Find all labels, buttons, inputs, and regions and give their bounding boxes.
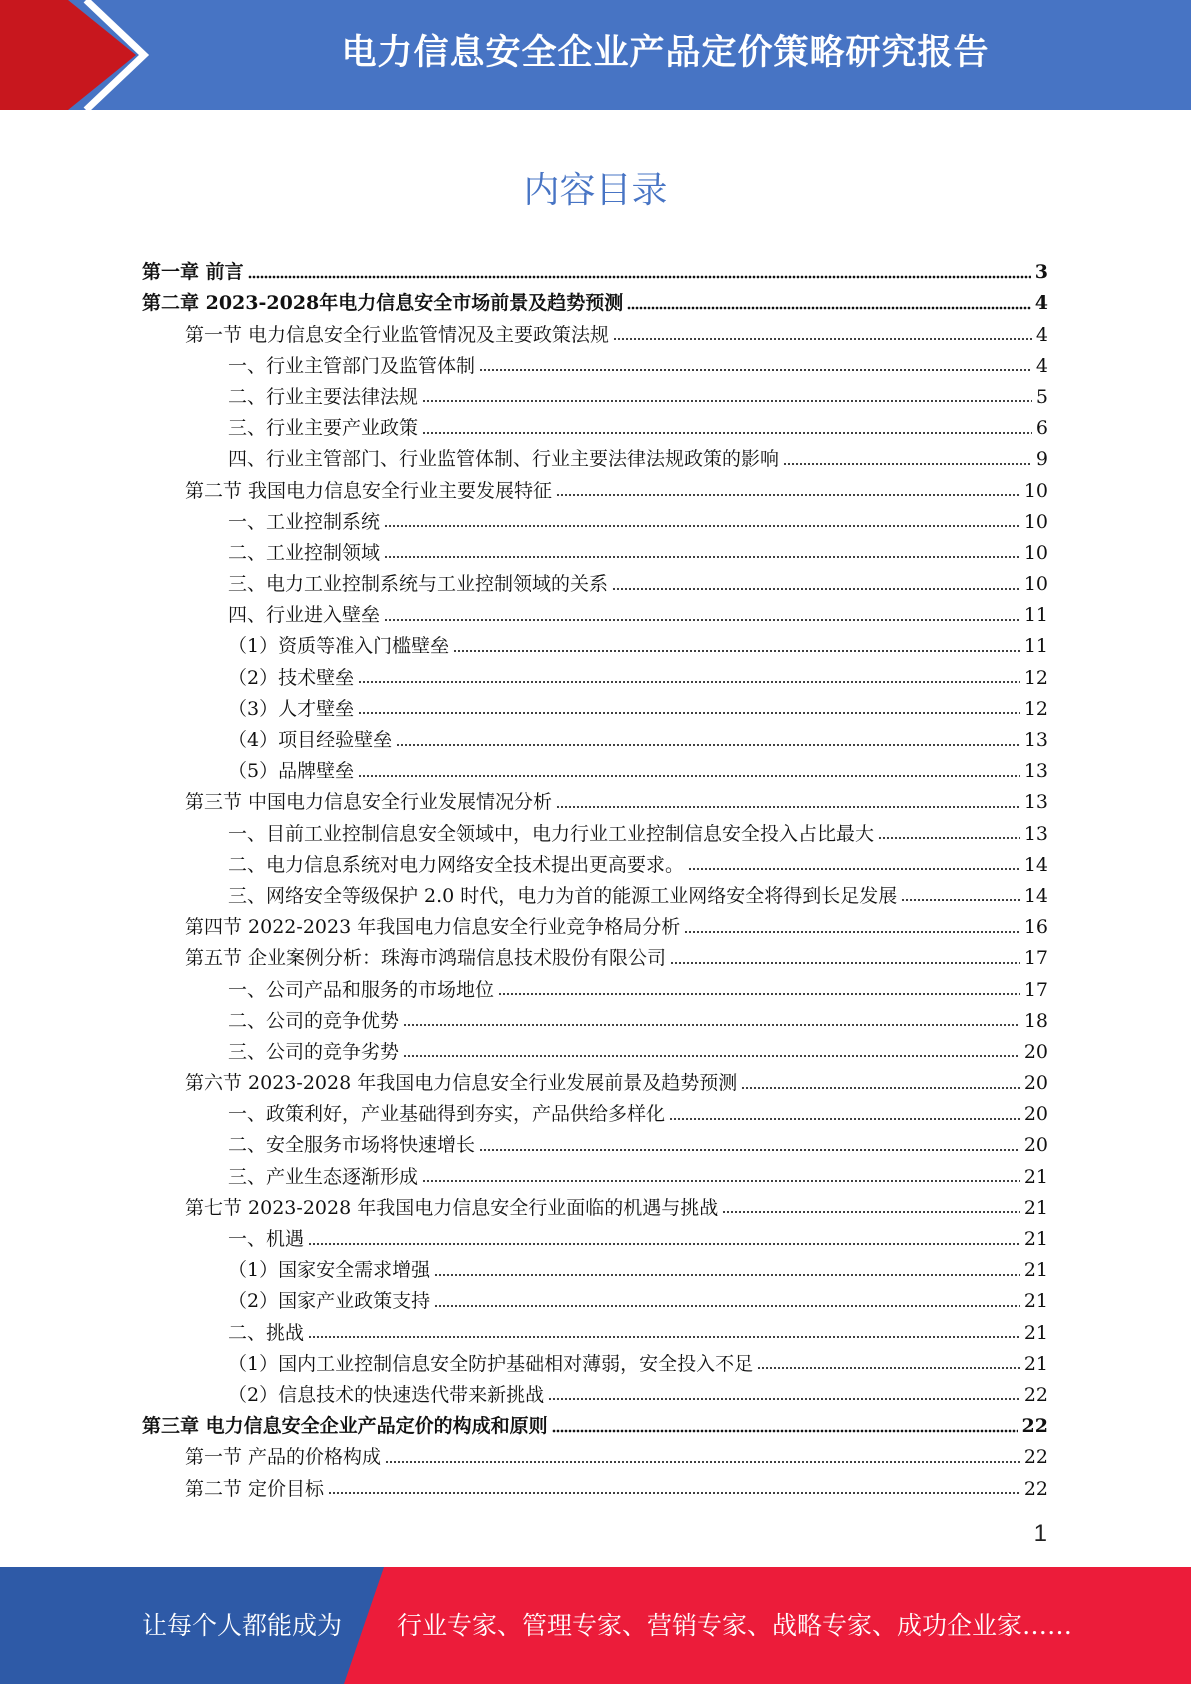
toc-entry[interactable] bbox=[142, 534, 1048, 565]
toc-entry[interactable] bbox=[142, 503, 1048, 534]
toc-entry-page: 5 bbox=[1035, 385, 1048, 408]
toc-dot-leader bbox=[422, 399, 1032, 404]
toc-entry[interactable] bbox=[142, 814, 1048, 845]
toc-dot-leader bbox=[358, 711, 1020, 716]
toc-entry-page: 13 bbox=[1023, 760, 1048, 783]
toc-entry[interactable] bbox=[142, 1345, 1048, 1376]
footer-slogan: 让每个人都能成为 bbox=[142, 1611, 343, 1640]
toc-entry-page: 13 bbox=[1023, 729, 1048, 751]
toc-entry-page: 17 bbox=[1023, 947, 1048, 970]
toc-entry[interactable] bbox=[142, 721, 1048, 752]
toc-entry-title: 二、挑战 bbox=[228, 1321, 305, 1344]
toc-dot-leader bbox=[612, 586, 1020, 591]
toc-dot-leader bbox=[670, 960, 1020, 965]
toc-entry-title: 一、工业控制系统 bbox=[228, 510, 381, 533]
toc-heading: 内容目录 bbox=[523, 170, 668, 211]
toc-dot-leader bbox=[684, 929, 1020, 934]
toc-entry[interactable] bbox=[142, 1095, 1048, 1126]
toc-dot-leader bbox=[358, 773, 1020, 778]
toc-entry-title: 二、电力信息系统对电力网络安全技术提出更高要求。 bbox=[228, 853, 685, 876]
toc-dot-leader bbox=[498, 992, 1020, 997]
toc-entry-page: 4 bbox=[1035, 354, 1048, 377]
toc-dot-leader bbox=[783, 461, 1032, 466]
toc-entry-title: 第二节 定价目标 bbox=[185, 1477, 325, 1500]
toc-entry[interactable] bbox=[142, 1282, 1048, 1313]
toc-dot-leader bbox=[669, 1116, 1020, 1121]
toc-entry-title: 第三节 中国电力信息安全行业发展情况分析 bbox=[185, 791, 553, 814]
toc-entry-page: 20 bbox=[1023, 1040, 1048, 1063]
toc-dot-leader bbox=[479, 1147, 1020, 1152]
toc-entry-page: 22 bbox=[1023, 1446, 1048, 1469]
toc-entry-title: 一、机遇 bbox=[228, 1228, 305, 1250]
toc-dot-leader bbox=[627, 305, 1031, 310]
table-of-contents bbox=[142, 253, 1048, 1501]
toc-entry-page: 10 bbox=[1023, 541, 1048, 564]
toc-entry-page: 13 bbox=[1023, 822, 1048, 845]
toc-entry-page: 16 bbox=[1023, 916, 1048, 939]
toc-dot-leader bbox=[434, 1272, 1020, 1277]
toc-entry-title: （1）国内工业控制信息安全防护基础相对薄弱，安全投入不足 bbox=[228, 1352, 754, 1375]
toc-entry-title: （5）品牌壁垒 bbox=[228, 760, 355, 783]
toc-dot-leader bbox=[453, 648, 1020, 653]
toc-entry[interactable] bbox=[142, 1002, 1048, 1033]
toc-dot-leader bbox=[385, 1459, 1020, 1464]
toc-dot-leader bbox=[384, 555, 1020, 560]
toc-entry-title: 第三章 电力信息安全企业产品定价的构成和原则 bbox=[142, 1415, 548, 1438]
toc-entry[interactable] bbox=[142, 440, 1048, 471]
toc-dot-leader bbox=[308, 1241, 1020, 1246]
toc-entry[interactable] bbox=[142, 253, 1048, 284]
toc-entry[interactable] bbox=[142, 1407, 1048, 1438]
toc-dot-leader bbox=[722, 1210, 1020, 1215]
toc-entry-page: 20 bbox=[1023, 1103, 1048, 1126]
toc-entry-page: 17 bbox=[1023, 978, 1048, 1001]
page-header bbox=[0, 0, 1191, 110]
toc-entry-page: 20 bbox=[1023, 1072, 1048, 1095]
toc-entry-page: 22 bbox=[1021, 1415, 1048, 1438]
toc-entry-page: 21 bbox=[1023, 1196, 1048, 1219]
toc-entry-page: 10 bbox=[1023, 573, 1048, 596]
toc-entry-page: 21 bbox=[1023, 1228, 1048, 1250]
toc-entry-page: 22 bbox=[1023, 1383, 1048, 1406]
toc-entry-page: 10 bbox=[1023, 510, 1048, 533]
toc-entry-title: （3）人才壁垒 bbox=[228, 697, 355, 720]
toc-entry-title: 三、公司的竞争劣势 bbox=[228, 1040, 400, 1063]
toc-entry-page: 3 bbox=[1034, 261, 1048, 284]
toc-entry[interactable] bbox=[142, 596, 1048, 627]
toc-entry-title: （1）国家安全需求增强 bbox=[228, 1259, 431, 1282]
toc-entry-title: 第五节 企业案例分析：珠海市鸿瑞信息技术股份有限公司 bbox=[185, 947, 667, 970]
toc-dot-leader bbox=[422, 1179, 1020, 1184]
toc-dot-leader bbox=[688, 867, 1020, 872]
toc-entry-title: 四、行业主管部门、行业监管体制、行业主要法律法规政策的影响 bbox=[228, 448, 780, 471]
toc-entry-page: 21 bbox=[1023, 1321, 1048, 1344]
toc-entry-page: 12 bbox=[1023, 666, 1048, 689]
toc-dot-leader bbox=[403, 1054, 1020, 1059]
toc-entry-title: （2）信息技术的快速迭代带来新挑战 bbox=[228, 1383, 545, 1406]
toc-entry-page: 11 bbox=[1023, 635, 1048, 658]
toc-dot-leader bbox=[422, 430, 1032, 435]
toc-entry-title: 第六节 2023-2028 年我国电力信息安全行业发展前景及趋势预测 bbox=[185, 1072, 738, 1095]
toc-entry-page: 4 bbox=[1035, 323, 1048, 346]
toc-entry-page: 21 bbox=[1023, 1165, 1048, 1188]
toc-entry[interactable] bbox=[142, 1220, 1048, 1251]
toc-entry[interactable] bbox=[142, 347, 1048, 378]
toc-entry-title: 二、行业主要法律法规 bbox=[228, 385, 419, 408]
toc-dot-leader bbox=[434, 1303, 1020, 1308]
toc-entry-title: 二、安全服务市场将快速增长 bbox=[228, 1134, 476, 1157]
toc-entry-title: 第二章 2023-2028年电力信息安全市场前景及趋势预测 bbox=[142, 292, 624, 315]
toc-entry[interactable] bbox=[142, 1251, 1048, 1282]
toc-entry[interactable] bbox=[142, 471, 1048, 502]
toc-entry[interactable] bbox=[142, 409, 1048, 440]
footer-roles: 行业专家、管理专家、营销专家、战略专家、成功企业家…… bbox=[397, 1611, 1073, 1640]
toc-entry-page: 14 bbox=[1023, 884, 1048, 907]
toc-entry[interactable] bbox=[142, 690, 1048, 721]
toc-entry-title: （4）项目经验壁垒 bbox=[228, 729, 393, 751]
toc-entry[interactable] bbox=[142, 658, 1048, 689]
toc-entry[interactable] bbox=[142, 877, 1048, 908]
toc-dot-leader bbox=[479, 368, 1032, 373]
toc-entry[interactable] bbox=[142, 1313, 1048, 1344]
toc-dot-leader bbox=[552, 1428, 1018, 1433]
toc-dot-leader bbox=[384, 617, 1020, 622]
toc-dot-leader bbox=[901, 898, 1020, 903]
toc-entry-title: 第七节 2023-2028 年我国电力信息安全行业面临的机遇与挑战 bbox=[185, 1196, 719, 1219]
toc-entry-title: 三、行业主要产业政策 bbox=[228, 417, 419, 440]
toc-entry[interactable] bbox=[142, 1033, 1048, 1064]
toc-entry-title: 一、目前工业控制信息安全领域中，电力行业工业控制信息安全投入占比最大 bbox=[228, 822, 875, 845]
toc-dot-leader bbox=[403, 1023, 1020, 1028]
toc-entry-title: 四、行业进入壁垒 bbox=[228, 604, 381, 627]
toc-entry[interactable] bbox=[142, 284, 1048, 315]
toc-entry-title: 一、政策利好，产业基础得到夯实，产品供给多样化 bbox=[228, 1103, 666, 1126]
toc-entry-page: 10 bbox=[1023, 479, 1048, 502]
toc-entry-page: 18 bbox=[1023, 1009, 1048, 1032]
toc-entry-page: 21 bbox=[1023, 1290, 1048, 1313]
toc-entry-page: 20 bbox=[1023, 1134, 1048, 1157]
toc-entry-title: 一、公司产品和服务的市场地位 bbox=[228, 978, 495, 1001]
page-footer bbox=[0, 1567, 1191, 1684]
toc-dot-leader bbox=[757, 1366, 1020, 1371]
toc-entry-page: 6 bbox=[1035, 417, 1048, 440]
toc-entry[interactable] bbox=[142, 1189, 1048, 1220]
toc-entry-page: 22 bbox=[1023, 1477, 1048, 1500]
toc-entry-title: 第一章 前言 bbox=[142, 261, 244, 284]
toc-entry-title: 第二节 我国电力信息安全行业主要发展特征 bbox=[185, 479, 553, 502]
toc-dot-leader bbox=[556, 804, 1020, 809]
toc-entry-page: 11 bbox=[1023, 604, 1048, 627]
toc-entry[interactable] bbox=[142, 565, 1048, 596]
toc-entry-title: 二、公司的竞争优势 bbox=[228, 1009, 400, 1032]
toc-entry-page: 21 bbox=[1023, 1352, 1048, 1375]
toc-entry[interactable] bbox=[142, 1064, 1048, 1095]
toc-entry[interactable] bbox=[142, 1438, 1048, 1469]
toc-entry[interactable] bbox=[142, 1469, 1048, 1500]
toc-dot-leader bbox=[548, 1397, 1020, 1402]
toc-entry-page: 9 bbox=[1035, 448, 1048, 471]
header-title: 电力信息安全企业产品定价策略研究报告 bbox=[341, 33, 990, 73]
toc-entry-title: （2）国家产业政策支持 bbox=[228, 1290, 431, 1313]
toc-entry-page: 12 bbox=[1023, 697, 1048, 720]
toc-entry-title: 三、网络安全等级保护 2.0 时代，电力为首的能源工业网络安全将得到长足发展 bbox=[228, 884, 898, 907]
toc-entry[interactable] bbox=[142, 939, 1048, 970]
toc-dot-leader bbox=[358, 680, 1020, 685]
toc-dot-leader bbox=[396, 742, 1020, 747]
toc-entry-title: 第四节 2022-2023 年我国电力信息安全行业竞争格局分析 bbox=[185, 916, 681, 939]
toc-dot-leader bbox=[248, 274, 1031, 279]
toc-entry-page: 21 bbox=[1023, 1259, 1048, 1282]
toc-entry[interactable] bbox=[142, 970, 1048, 1001]
toc-entry-title: （2）技术壁垒 bbox=[228, 666, 355, 689]
toc-entry-title: 三、电力工业控制系统与工业控制领域的关系 bbox=[228, 573, 609, 596]
toc-entry-page: 4 bbox=[1034, 292, 1048, 315]
header-chevron-decoration bbox=[0, 0, 160, 110]
toc-entry[interactable] bbox=[142, 627, 1048, 658]
page-number: 1 bbox=[1033, 1520, 1047, 1547]
toc-entry-title: （1）资质等准入门槛壁垒 bbox=[228, 635, 450, 658]
toc-entry-title: 第一节 电力信息安全行业监管情况及主要政策法规 bbox=[185, 323, 610, 346]
toc-entry[interactable] bbox=[142, 783, 1048, 814]
toc-dot-leader bbox=[613, 337, 1032, 342]
toc-dot-leader bbox=[556, 493, 1020, 498]
toc-dot-leader bbox=[328, 1491, 1020, 1496]
toc-entry-page: 13 bbox=[1023, 791, 1048, 814]
toc-entry[interactable] bbox=[142, 1157, 1048, 1188]
toc-entry[interactable] bbox=[142, 1126, 1048, 1157]
toc-entry[interactable] bbox=[142, 378, 1048, 409]
toc-entry-title: 二、工业控制领域 bbox=[228, 541, 381, 564]
toc-entry[interactable] bbox=[142, 752, 1048, 783]
toc-dot-leader bbox=[384, 524, 1020, 529]
toc-dot-leader bbox=[308, 1335, 1020, 1340]
toc-entry-title: 三、产业生态逐渐形成 bbox=[228, 1165, 419, 1188]
toc-entry-title: 第一节 产品的价格构成 bbox=[185, 1446, 382, 1469]
toc-entry[interactable] bbox=[142, 315, 1048, 346]
toc-entry[interactable] bbox=[142, 846, 1048, 877]
toc-entry[interactable] bbox=[142, 1376, 1048, 1407]
toc-dot-leader bbox=[878, 836, 1020, 841]
toc-entry[interactable] bbox=[142, 908, 1048, 939]
toc-dot-leader bbox=[741, 1085, 1020, 1090]
toc-entry-page: 14 bbox=[1023, 853, 1048, 876]
toc-entry-title: 一、行业主管部门及监管体制 bbox=[228, 354, 476, 377]
